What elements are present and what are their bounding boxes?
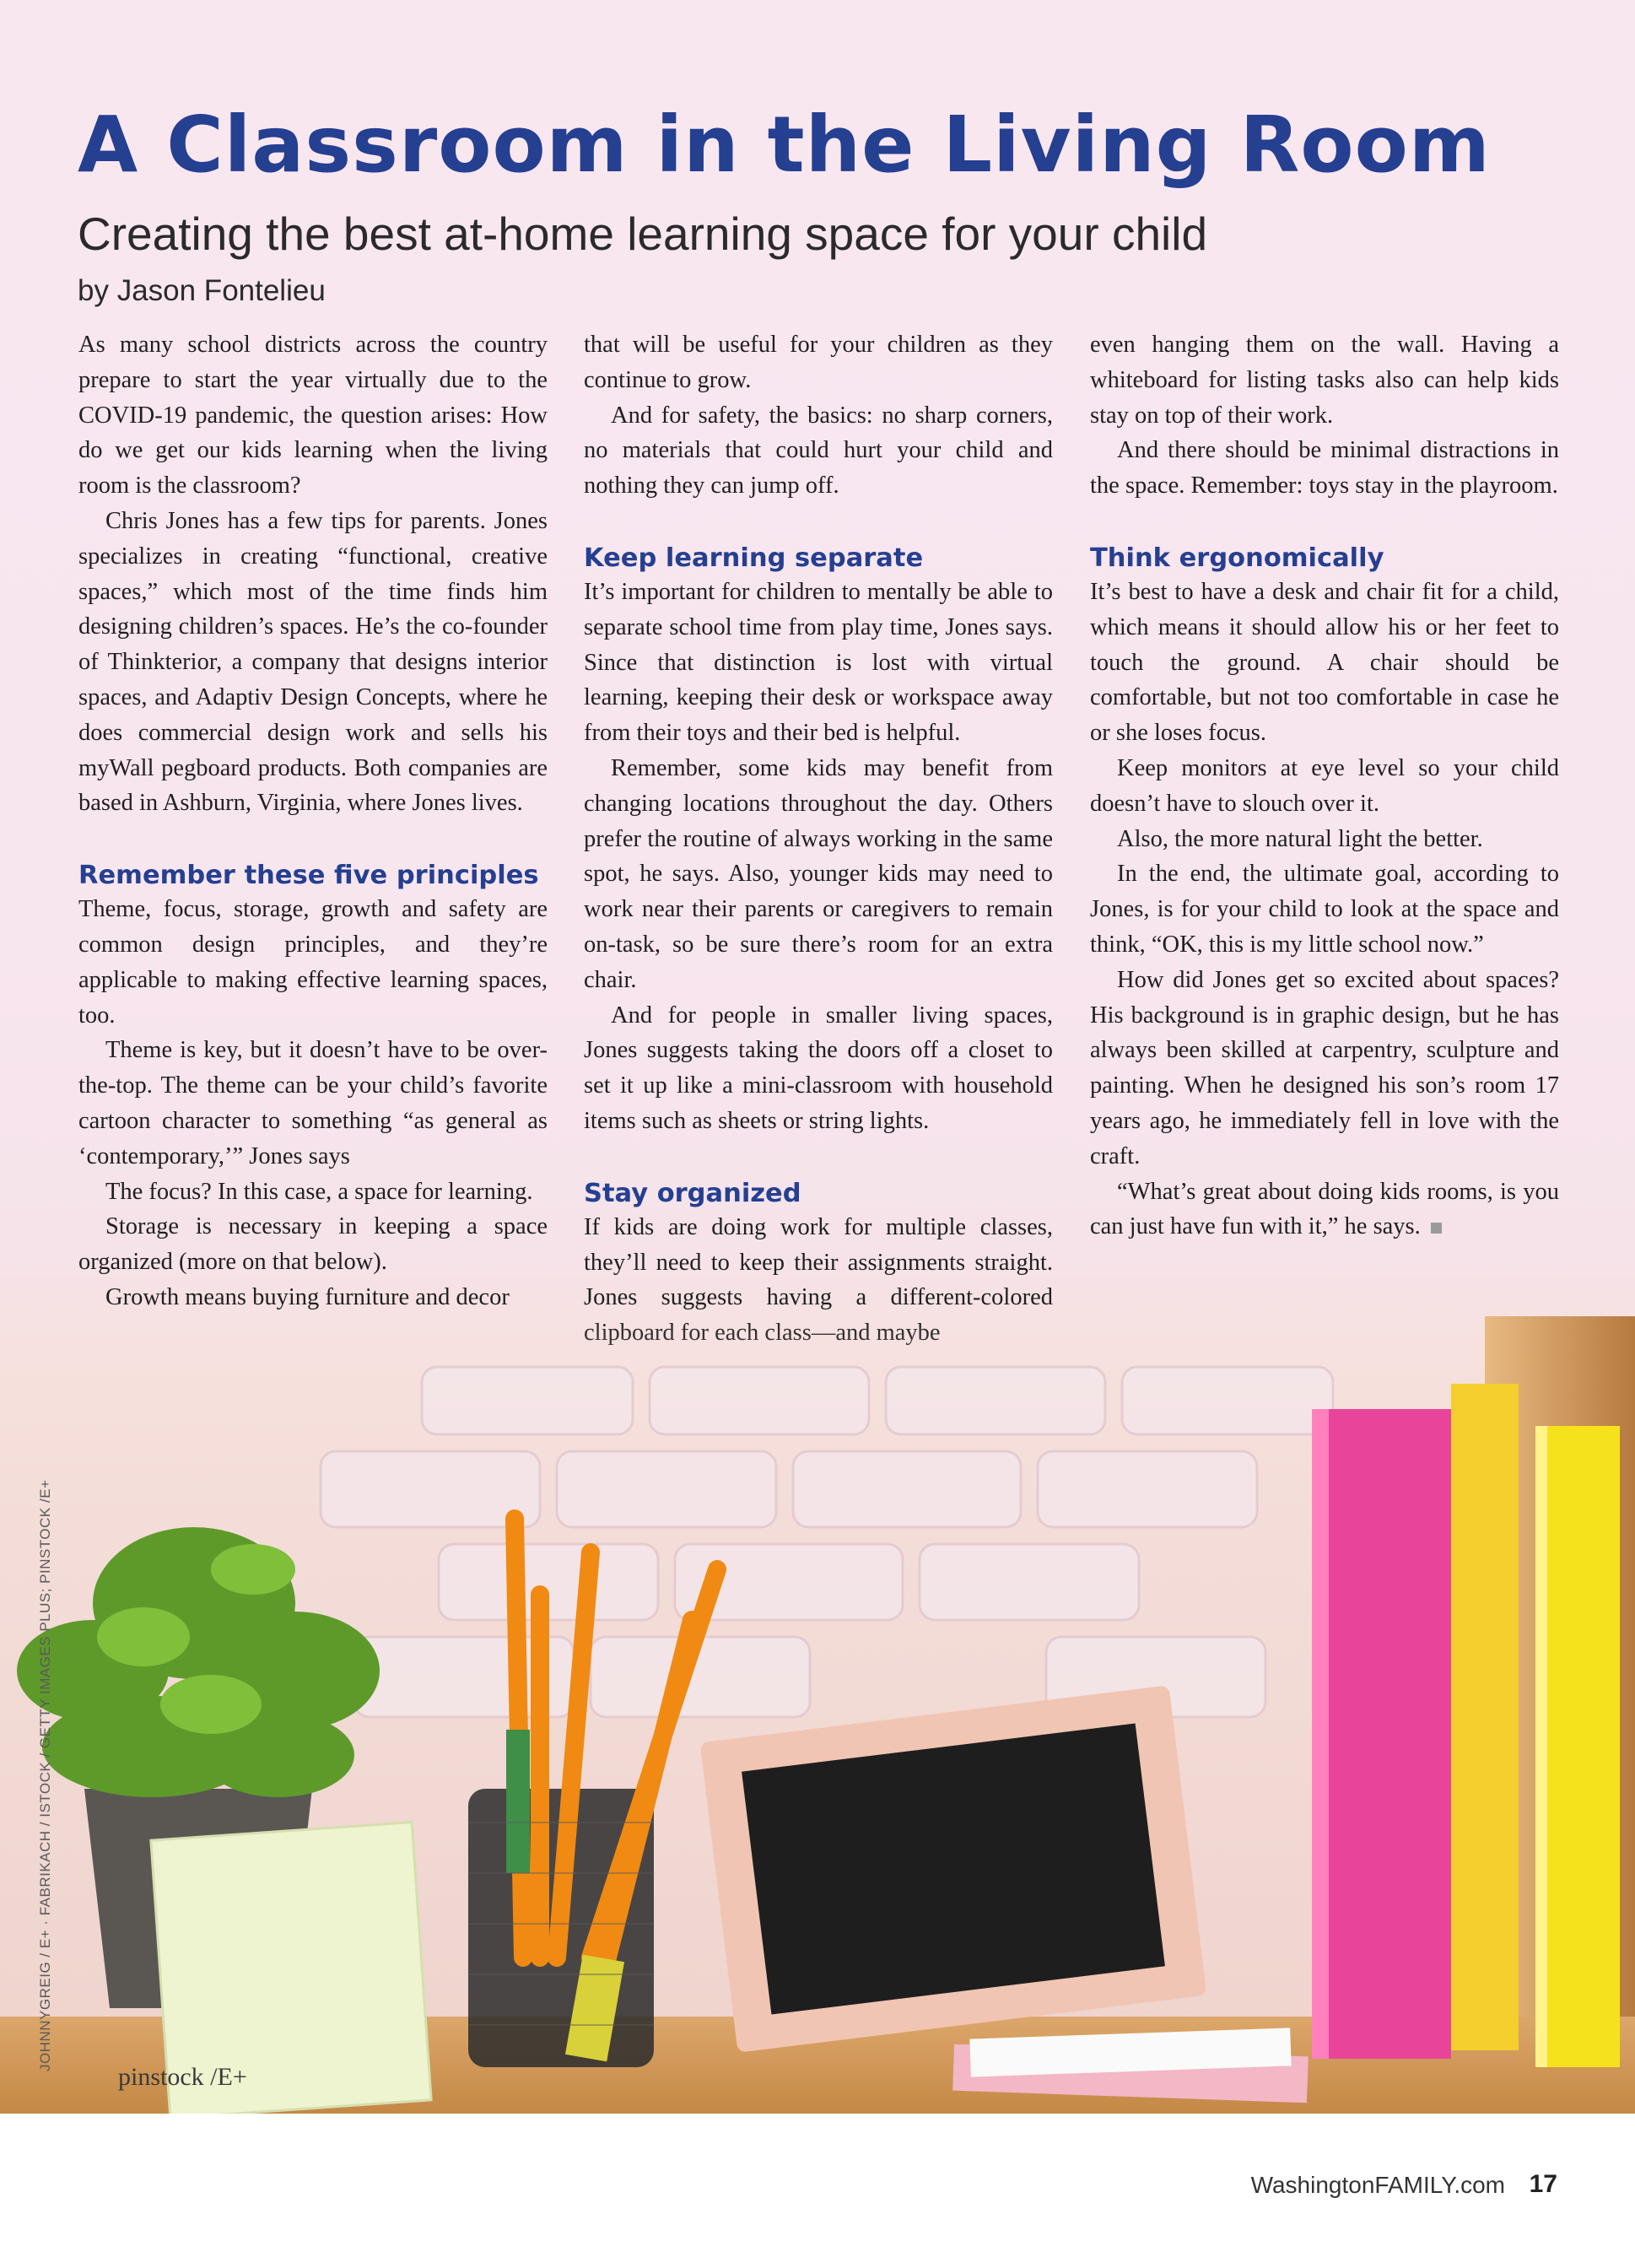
footer-page-number: 17 [1529, 2170, 1557, 2198]
paragraph: Keep monitors at eye level so your child doesn’t have to slouch over it. [1090, 754, 1559, 817]
article-title: A Classroom in the Living Room [78, 100, 1491, 190]
paragraph: Remember, some kids may benefit from changing locations throughout the day. Others prefer the routine of always working in the same spot, he says. Also, younger kids may need to work near their parents or caregivers to remain on-task, so be sure there’s room for an extra chair. [584, 754, 1053, 993]
paragraph: It’s best to have a desk and chair fit for a child, which means it should allow his or her feet to touch the ground. A chair should be comfortable, but not too comfortable in case he or she loses focus. [1090, 578, 1559, 747]
photo-credit: pinstock /E+ [118, 2063, 247, 2091]
closing-quote: “What’s great about doing kids rooms, is you can just have fun with it,” he says. [1090, 1178, 1559, 1240]
section-heading: Remember these five principles [78, 861, 539, 891]
paper-stack [952, 2028, 1309, 2103]
paragraph: that will be useful for your children as they continue to grow. [584, 332, 1053, 393]
text-column-1 [78, 327, 548, 1315]
books [1312, 1384, 1620, 2067]
paragraph: How did Jones get so excited about spaces? His background is in graphic design, but he has always been skilled at carpentry, sculpture and painting. When he designed his son’s room 17 years ago, he immediately fell in love with the craft. [1090, 966, 1559, 1169]
paragraph: And for people in smaller living spaces, Jones suggests taking the doors off a closet to set it up like a mini-classroom with household items such as sheets or string lights. [584, 1002, 1053, 1134]
paragraph: Storage is necessary in keeping a space organized (more on that below). [78, 1213, 548, 1276]
text-column-3 [1090, 327, 1559, 1245]
section-heading: Stay organized [584, 1178, 801, 1208]
end-mark-icon [1431, 1223, 1442, 1234]
paragraph-final [1090, 1174, 1559, 1245]
chalkboard-frame [700, 1685, 1207, 2052]
section-heading: Think ergonomically [1090, 543, 1384, 573]
paragraph: The focus? In this case, a space for learning. [105, 1178, 533, 1205]
paragraph: In the end, the ultimate goal, according to Jones, is for your child to look at the space and think, “OK, this is my little school now.” [1090, 861, 1559, 958]
paragraph: Chris Jones has a few tips for parents. Jones specializes in creating “functional, creative spaces,” which most of the time finds him designing children’s spaces. He’s the co-founder of Thinkterior, a company that designs interior spaces, and Adaptiv Design Concepts, where he does commercial design work and sells his myWall pegboard products. Both companies are based in Ashburn, Virginia, where Jones lives. [78, 507, 548, 817]
paragraph: It’s important for children to mentally be able to separate school time from play time, Jones says. Since that distinction is lost with virtual learning, keeping their desk or workspace away from their toys and their bed is helpful. [584, 578, 1053, 747]
paragraph: If kids are doing work for multiple classes, they’ll need to keep their assignments straight. Jones suggests having a different-colored [584, 1213, 1053, 1311]
section-heading: Keep learning separate [584, 543, 924, 573]
paragraph: As many school districts across the country prepare to start the year virtually due to the COVID-19 pandemic, the question arises: How do we get our kids learning when the living room is the classroom? [78, 332, 548, 500]
paragraph: Theme, focus, storage, growth and safety are common design principles, and they’re applicable to making effective learning spaces, too. [78, 896, 548, 1029]
paragraph: Theme is key, but it doesn’t have to be over-the-top. The theme can be your child’s favorite cartoon character to something “as general as ‘contemporary,’” Jones says [78, 1037, 548, 1169]
paragraph: Also, the more natural light the better. [1117, 825, 1483, 852]
paragraph: Growth means buying furniture and decor [105, 1283, 510, 1310]
footer-site-name: WashingtonFAMILY.com [1250, 2172, 1505, 2198]
photo-credit-vertical: JOHNNYGREIG / E+ · FABRIKACH / ISTOCK / GETTY IMAGES PLUS; PINSTOCK /E+ [37, 1479, 53, 2071]
paragraph: even hanging them on the wall. Having a whiteboard for listing tasks also can help kids stay on top of their work. [1090, 332, 1559, 429]
desk-photo [0, 1316, 1635, 2114]
article-byline: by Jason Fontelieu [78, 274, 326, 307]
text-column-2 [584, 327, 1053, 1351]
paragraph: And there should be minimal distractions in the space. Remember: toys stay in the playroom. [1090, 437, 1559, 500]
article-subtitle: Creating the best at-home learning space for your child [78, 208, 1208, 260]
paragraph: And for safety, the basics: no sharp corners, no materials that could hurt your child and nothing they can jump off. [584, 402, 1053, 500]
